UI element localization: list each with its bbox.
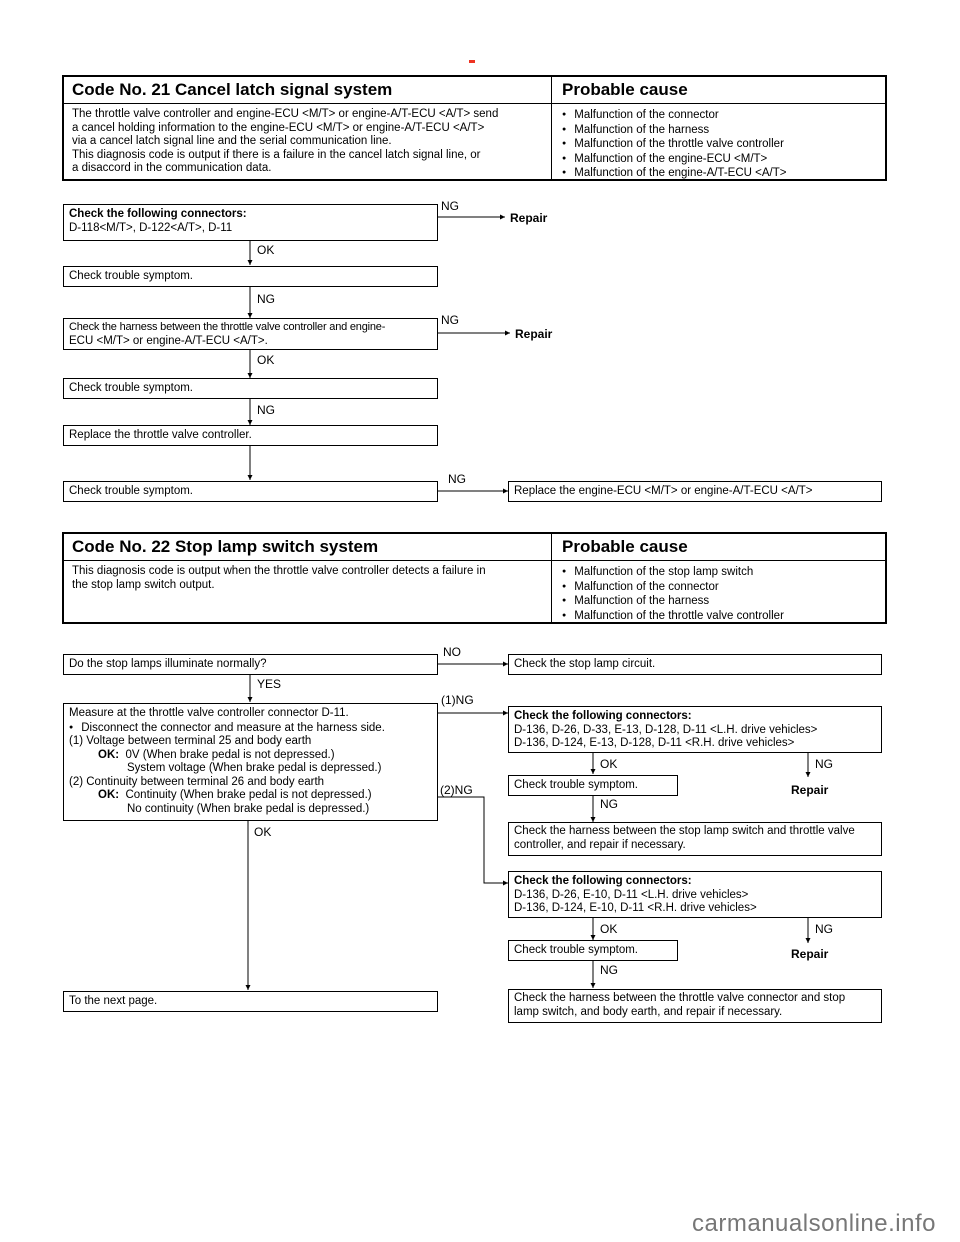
flow2-ng1-label: (1)NG [441, 693, 474, 707]
code22-description: This diagnosis code is output when the throttle valve controller detects a failure in the stop lamp switch output. [72, 565, 486, 591]
flow2-next-page: To the next page. [63, 991, 438, 1012]
flow2-check-connectors-2: Check the following connectors: D-136, D-26, E-10, D-11 <L.H. drive vehicles> D-136, D-124, E-10, D-11 <R.H. drive vehicles> [508, 871, 882, 918]
list-item: ● Malfunction of the stop lamp switch [562, 565, 784, 580]
list-item: ● Malfunction of the harness [562, 594, 784, 609]
list-item: ● Malfunction of the connector [562, 580, 784, 595]
flow2-ng-label-b1: NG [600, 797, 618, 811]
list-item: ● Malfunction of the connector [562, 108, 786, 123]
flow1-ok-label-1: OK [257, 243, 275, 257]
list-item: ● Malfunction of the throttle valve controller [562, 609, 784, 624]
flow1-replace-ecu: Replace the engine-ECU <M/T> or engine-A/T-ECU <A/T> [508, 481, 882, 502]
flow2-check-stop-lamp-circuit: Check the stop lamp circuit. [508, 654, 882, 675]
code21-title: Code No. 21 Cancel latch signal system [72, 80, 393, 99]
flow2-yes-label: YES [257, 677, 282, 691]
code22-cause-header: Probable cause [562, 537, 688, 556]
code22-table [62, 532, 887, 624]
flow2-check-symptom-1: Check trouble symptom. [508, 775, 678, 796]
flow2-question-stop-lamps: Do the stop lamps illuminate normally? [63, 654, 438, 675]
flow2-check-connectors-1: Check the following connectors: D-136, D-26, D-33, E-13, D-128, D-11 <L.H. drive vehicles> D-136, D-124, E-13, D-128, D-11 <R.H. drive vehicles> [508, 706, 882, 753]
flow2-check-symptom-2: Check trouble symptom. [508, 940, 678, 961]
flow1-ng-label-2: NG [257, 292, 275, 306]
list-item: ● Malfunction of the engine-A/T-ECU <A/T> [562, 166, 786, 181]
flow1-check-symptom-1: Check trouble symptom. [63, 266, 438, 287]
flow2-measure-box: Measure at the throttle valve controller connector D-11. ● Disconnect the connector and measure at the harness side. (1) Voltage between terminal 25 and body earth OK: 0V (When brake pedal is not depressed.) System voltage (When brake pedal is depressed.) (2) Continuity between terminal 26 and body earth OK: Continuity (When brake pedal is not depressed.) No continuity (When brake pedal is depressed.) [63, 703, 438, 821]
flow2-repair-1: Repair [791, 783, 829, 797]
code22-causes [562, 565, 784, 623]
flow1-ng-label-1: NG [441, 199, 459, 213]
list-item: ● Malfunction of the harness [562, 123, 786, 138]
flow1-ng-label-5: NG [448, 472, 466, 486]
code22-title: Code No. 22 Stop lamp switch system [72, 537, 379, 556]
flow1-ng-label-4: NG [257, 403, 275, 417]
code21-cause-header: Probable cause [562, 80, 688, 99]
flow1-check-harness: Check the harness between the throttle valve controller and engine- ECU <M/T> or engine-A/T-ECU <A/T>. [63, 318, 438, 350]
flow2-check-harness-2: Check the harness between the throttle valve connector and stop lamp switch, and body earth, and repair if necessary. [508, 989, 882, 1023]
flow1-repair-2: Repair [515, 327, 553, 341]
flow1-check-connectors: Check the following connectors: D-118<M/T>, D-122<A/T>, D-11 [63, 204, 438, 241]
flow2-ng-label-b1r: NG [815, 757, 833, 771]
flow1-repair-1: Repair [510, 211, 548, 225]
flow1-ng-label-3: NG [441, 313, 459, 327]
flow2-ng-label-b2r: NG [815, 922, 833, 936]
list-item: ● Malfunction of the engine-ECU <M/T> [562, 152, 786, 167]
watermark: carmanualsonline.info [692, 1210, 936, 1237]
flow1-check-symptom-2: Check trouble symptom. [63, 378, 438, 399]
code21-description: The throttle valve controller and engine-ECU <M/T> or engine-A/T-ECU <A/T> send a cancel holding information to the engine-ECU <M/T> or engine-A/T-ECU <A/T> via a cancel latch signal line and the serial communication line. This diagnosis code is output if there is a failure in the cancel latch signal line, or a disaccord in the communication data. [72, 108, 499, 174]
list-item: ● Malfunction of the throttle valve controller [562, 137, 786, 152]
flow2-check-harness-1: Check the harness between the stop lamp switch and throttle valve controller, and repair if necessary. [508, 822, 882, 856]
flow1-replace-controller: Replace the throttle valve controller. [63, 425, 438, 446]
flow1-ok-label-2: OK [257, 353, 275, 367]
flow2-no-label: NO [443, 645, 461, 659]
flow2-ok-label-main: OK [254, 825, 272, 839]
flow2-ng2-label: (2)NG [440, 783, 473, 797]
flow2-ok-label-b1: OK [600, 757, 618, 771]
flow2-repair-2: Repair [791, 947, 829, 961]
flow2-ng-label-b2: NG [600, 963, 618, 977]
flow1-check-symptom-3: Check trouble symptom. [63, 481, 438, 502]
flow2-ok-label-b2: OK [600, 922, 618, 936]
